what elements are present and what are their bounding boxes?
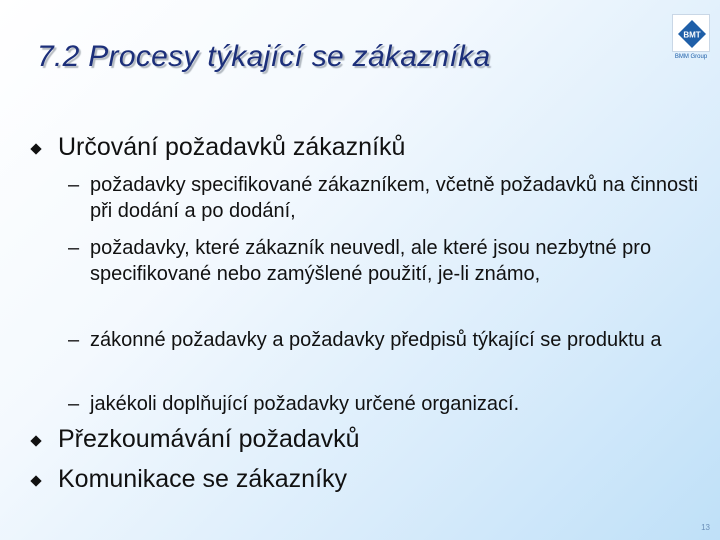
logo-mark: BMT — [683, 30, 701, 40]
sub-bullet-item — [68, 235, 708, 287]
diamond-bullet-icon — [30, 425, 58, 455]
sub-bullet-dash: – — [68, 329, 80, 351]
sub-bullet-dash: – — [68, 174, 80, 196]
diamond-bullet-icon — [30, 465, 58, 495]
page-number: 13 — [701, 523, 710, 532]
bullet-item — [30, 133, 405, 163]
bullet-item — [30, 425, 360, 455]
logo-subtext: BMM Group — [674, 54, 708, 60]
sub-bullet-dash: – — [68, 393, 80, 415]
bullet-item — [30, 465, 347, 495]
bullet-label: Určování požadavků zákazníků — [58, 133, 406, 161]
sub-bullet-text: zákonné požadavky a požadavky předpisů týkající se produktu a — [90, 329, 662, 351]
bullet-label: Komunikace se zákazníky — [58, 465, 348, 493]
sub-bullet-text: požadavky, které zákazník neuvedl, ale které jsou nezbytné pro specifikované nebo zamýšlené použití, je-li známo, — [90, 237, 652, 285]
sub-bullet-dash: – — [68, 237, 80, 259]
slide-title: 7.2 Procesy týkající se zákazníka — [37, 40, 491, 73]
sub-bullet-text: požadavky specifikované zákazníkem, včetně požadavků na činnosti při dodání a po dodání, — [90, 174, 699, 222]
sub-bullet-item — [68, 172, 708, 224]
sub-bullet-text: jakékoli doplňující požadavky určené organizací. — [90, 393, 520, 415]
bullet-label: Přezkoumávání požadavků — [58, 425, 360, 453]
diamond-bullet-icon — [30, 133, 58, 163]
sub-bullet-item — [68, 327, 708, 353]
sub-bullet-item — [68, 391, 708, 417]
